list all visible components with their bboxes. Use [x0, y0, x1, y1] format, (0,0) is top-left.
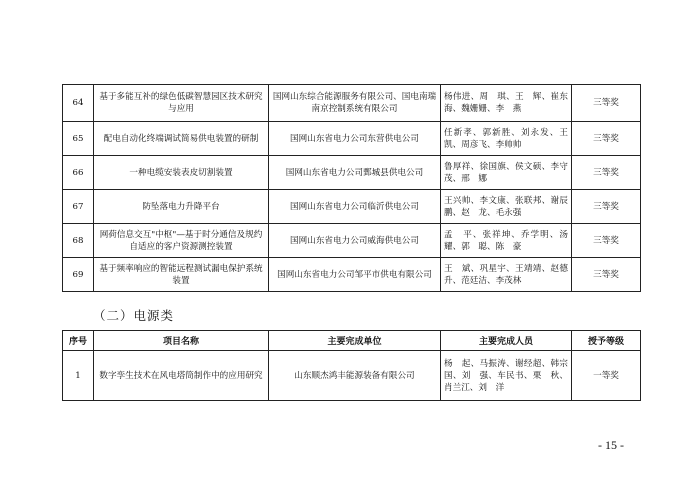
project-name: 数字孪生技术在风电塔筒制作中的应用研究	[94, 351, 269, 401]
row-number: 66	[63, 156, 94, 190]
table-row	[63, 85, 641, 122]
page-number: - 15 -	[598, 438, 624, 452]
project-name: 防坠落电力升降平台	[94, 190, 269, 224]
project-name: 基于频率响应的智能远程测试漏电保护系统装置	[94, 258, 269, 292]
table-row	[63, 258, 641, 292]
completing-people: 鲁厚祥、徐国旗、侯文硕、李守茂、邢 娜	[441, 156, 572, 190]
project-name: 一种电缆安装表皮切割装置	[94, 156, 269, 190]
completing-unit: 国网山东省电力公司东营供电公司	[269, 122, 441, 156]
header-award-level: 授予等级	[572, 331, 641, 351]
award-level: 三等奖	[572, 190, 641, 224]
completing-unit: 国网山东省电力公司威海供电公司	[269, 224, 441, 258]
table-header-row	[63, 331, 641, 351]
table-row	[63, 224, 641, 258]
table-row	[63, 190, 641, 224]
header-number: 序号	[63, 331, 94, 351]
header-project-name: 项目名称	[94, 331, 269, 351]
table-row	[63, 351, 641, 401]
header-completing-unit: 主要完成单位	[269, 331, 441, 351]
award-level: 三等奖	[572, 224, 641, 258]
row-number: 67	[63, 190, 94, 224]
completing-people: 王 斌、巩星宇、王靖靖、赵德升、范廷洁、李茂林	[441, 258, 572, 292]
project-name: 基于多能互补的绿色低碳智慧园区技术研究与应用	[94, 85, 269, 122]
table-row	[63, 122, 641, 156]
completing-people: 王兴帅、李文康、张联邦、谢辰鹏、赵 龙、毛永强	[441, 190, 572, 224]
row-number: 69	[63, 258, 94, 292]
completing-unit: 国网山东省电力公司临沂供电公司	[269, 190, 441, 224]
completing-unit: 国网山东省电力公司鄄城县供电公司	[269, 156, 441, 190]
row-number: 1	[63, 351, 94, 401]
award-level: 三等奖	[572, 258, 641, 292]
power-source-awards-table	[62, 330, 641, 401]
section-heading: （二）电源类	[93, 308, 175, 323]
project-name: 网荷信息交互"中枢"—基于时分通信及规约自适应的客户资源测控装置	[94, 224, 269, 258]
award-level: 三等奖	[572, 156, 641, 190]
row-number: 64	[63, 85, 94, 122]
header-completing-people: 主要完成人员	[441, 331, 572, 351]
project-name: 配电自动化终端调试简易供电装置的研制	[94, 122, 269, 156]
completing-people: 孟 平、张祥坤、乔学明、汤 耀、郭 聪、陈 豪	[441, 224, 572, 258]
row-number: 68	[63, 224, 94, 258]
awards-table-continued	[62, 84, 641, 292]
row-number: 65	[63, 122, 94, 156]
completing-unit: 国网山东综合能源服务有限公司、国电南瑞南京控制系统有限公司	[269, 85, 441, 122]
award-level: 三等奖	[572, 122, 641, 156]
award-level: 三等奖	[572, 85, 641, 122]
award-level: 一等奖	[572, 351, 641, 401]
completing-people: 杨 起、马振涛、谢经超、韩宗国、刘 强、车民书、栗 秋、肖兰江、刘 洋	[441, 351, 572, 401]
completing-people: 任新孝、郭新胜、刘永发、王 凯、周彦飞、李帅帅	[441, 122, 572, 156]
completing-unit: 山东顺杰鸿丰能源装备有限公司	[269, 351, 441, 401]
completing-unit: 国网山东省电力公司邹平市供电有限公司	[269, 258, 441, 292]
table-row	[63, 156, 641, 190]
completing-people: 杨伟进、周 琪、王 辉、崔东海、魏姗姗、李 燕	[441, 85, 572, 122]
